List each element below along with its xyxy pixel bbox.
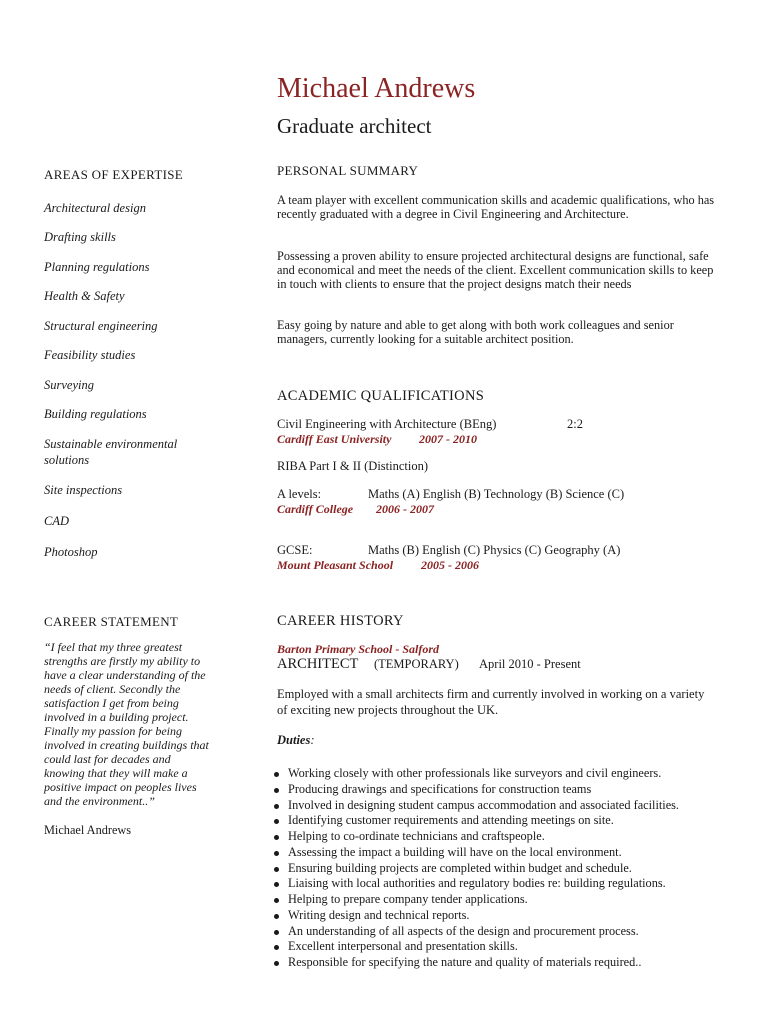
- duty-item: [271, 908, 741, 924]
- duty-text: Identifying customer requirements and attending meetings on site.: [288, 813, 614, 828]
- alevels-institution: Cardiff College: [277, 502, 354, 516]
- resume-title: Graduate architect: [277, 114, 432, 138]
- duty-item: [271, 813, 741, 829]
- skill-item: Sustainable environmental solutions: [44, 437, 178, 467]
- resume-name: Michael Andrews: [277, 73, 476, 104]
- skill-item: Planning regulations: [44, 260, 150, 274]
- academic-heading: ACADEMIC QUALIFICATIONS: [277, 388, 485, 404]
- job-dates: April 2010 - Present: [479, 657, 581, 671]
- skill-item: Feasibility studies: [44, 348, 136, 362]
- bullet-icon: [274, 772, 279, 777]
- duty-item: [271, 861, 741, 877]
- gcse-institution: Mount Pleasant School: [277, 558, 394, 572]
- bullet-icon: [274, 898, 279, 903]
- duty-item: [271, 766, 741, 782]
- duty-text: Writing design and technical reports.: [288, 907, 470, 922]
- gcse-subjects: Maths (B) English (C) Physics (C) Geography (A): [368, 543, 621, 557]
- duty-text: Helping to co-ordinate technicians and craftspeople.: [288, 829, 545, 843]
- duty-item: [271, 782, 741, 798]
- skill-item: Health & Safety: [44, 289, 125, 303]
- duties-label: [277, 733, 315, 748]
- duty-text: Liaising with local authorities and regulatory bodies re: building regulations.: [288, 876, 666, 891]
- gcse-label: GCSE:: [277, 543, 313, 557]
- skill-item: Structural engineering: [44, 319, 158, 333]
- duty-text: Working closely with other professionals like surveyors and civil engineers.: [288, 766, 662, 780]
- bullet-icon: [274, 867, 279, 872]
- job-type: (TEMPORARY): [374, 657, 459, 671]
- duty-item: [271, 939, 741, 955]
- duty-item: [271, 829, 741, 845]
- career-statement-heading: CAREER STATEMENT: [44, 614, 179, 629]
- summary-paragraph: Possessing a proven ability to ensure projected architectural designs are functional, safe and economical and meet the needs of the client. Excellent communication skills to keep in touch with clients to ensure that the project designs match their needs: [277, 249, 714, 292]
- bullet-icon: [274, 835, 279, 840]
- skill-item: Drafting skills: [44, 230, 116, 244]
- skill-item: Photoshop: [44, 545, 98, 559]
- duty-text: An understanding of all aspects of the design and procurement process.: [288, 923, 639, 938]
- bullet-icon: [274, 945, 279, 950]
- duties-list: [271, 766, 741, 971]
- bullet-icon: [274, 930, 279, 935]
- duty-text: Producing drawings and specifications for construction teams: [288, 781, 592, 796]
- degree-grade: 2:2: [567, 417, 583, 431]
- duty-text: Helping to prepare company tender applications.: [288, 892, 528, 906]
- duty-item: [271, 845, 741, 861]
- bullet-icon: [274, 804, 279, 809]
- bullet-icon: [274, 788, 279, 793]
- alevels-years: 2006 - 2007: [376, 502, 434, 516]
- duty-text: Responsible for specifying the nature and quality of materials required..: [288, 955, 642, 969]
- duties-label-text: Duties: [277, 733, 311, 747]
- alevels-subjects: Maths (A) English (B) Technology (B) Science (C): [368, 487, 625, 501]
- degree-institution: Cardiff East University: [277, 432, 392, 446]
- degree-years: 2007 - 2010: [419, 432, 477, 446]
- expertise-heading: AREAS OF EXPERTISE: [44, 167, 183, 182]
- duty-text: Involved in designing student campus accommodation and associated facilities.: [288, 797, 680, 812]
- skill-item: Architectural design: [44, 201, 146, 215]
- duty-item: [271, 876, 741, 892]
- alevels-label: A levels:: [277, 487, 322, 501]
- signature-name: Michael Andrews: [44, 823, 132, 837]
- job-description: Employed with a small architects firm and currently involved in working on a variety of exciting new projects throughout the UK.: [277, 687, 705, 717]
- bullet-icon: [274, 961, 279, 966]
- career-statement-quote: “I feel that my three greatest strengths are firstly my ability to have a clear understanding of the needs of client. Secondly the satisfaction I get from being involved in a building project. Finally my passion for being involved in creating buildings that could last for decades and knowing that they will make a positive impact on peoples lives and the environment..”: [44, 640, 209, 808]
- duty-text: Assessing the impact a building will have on the local environment.: [288, 844, 622, 859]
- skill-item: Site inspections: [44, 483, 123, 497]
- skill-item: Surveying: [44, 378, 94, 392]
- skill-item: Building regulations: [44, 407, 147, 421]
- riba-qualification: RIBA Part I & II (Distinction): [277, 459, 429, 473]
- career-history-heading: CAREER HISTORY: [277, 613, 404, 629]
- bullet-icon: [274, 851, 279, 856]
- duty-text: Excellent interpersonal and presentation skills.: [288, 939, 518, 954]
- duty-item: [271, 892, 741, 908]
- summary-heading: PERSONAL SUMMARY: [277, 163, 419, 178]
- skill-item: CAD: [44, 514, 69, 528]
- bullet-icon: [274, 914, 279, 919]
- job-title: ARCHITECT: [277, 656, 359, 672]
- bullet-icon: [274, 819, 279, 824]
- duty-text: Ensuring building projects are completed within budget and schedule.: [288, 860, 632, 875]
- gcse-years: 2005 - 2006: [421, 558, 479, 572]
- employer-name: Barton Primary School - Salford: [277, 642, 440, 656]
- duty-item: [271, 798, 741, 814]
- summary-paragraph: Easy going by nature and able to get along with both work colleagues and senior managers, currently looking for a suitable architect position.: [277, 318, 674, 347]
- duties-colon: :: [310, 733, 315, 747]
- duty-item: [271, 924, 741, 940]
- summary-paragraph: A team player with excellent communication skills and academic qualifications, who has recently graduated with a degree in Civil Engineering and Architecture.: [277, 193, 715, 222]
- degree-title: Civil Engineering with Architecture (BEng): [277, 417, 497, 431]
- duty-item: [271, 955, 741, 971]
- bullet-icon: [274, 882, 279, 887]
